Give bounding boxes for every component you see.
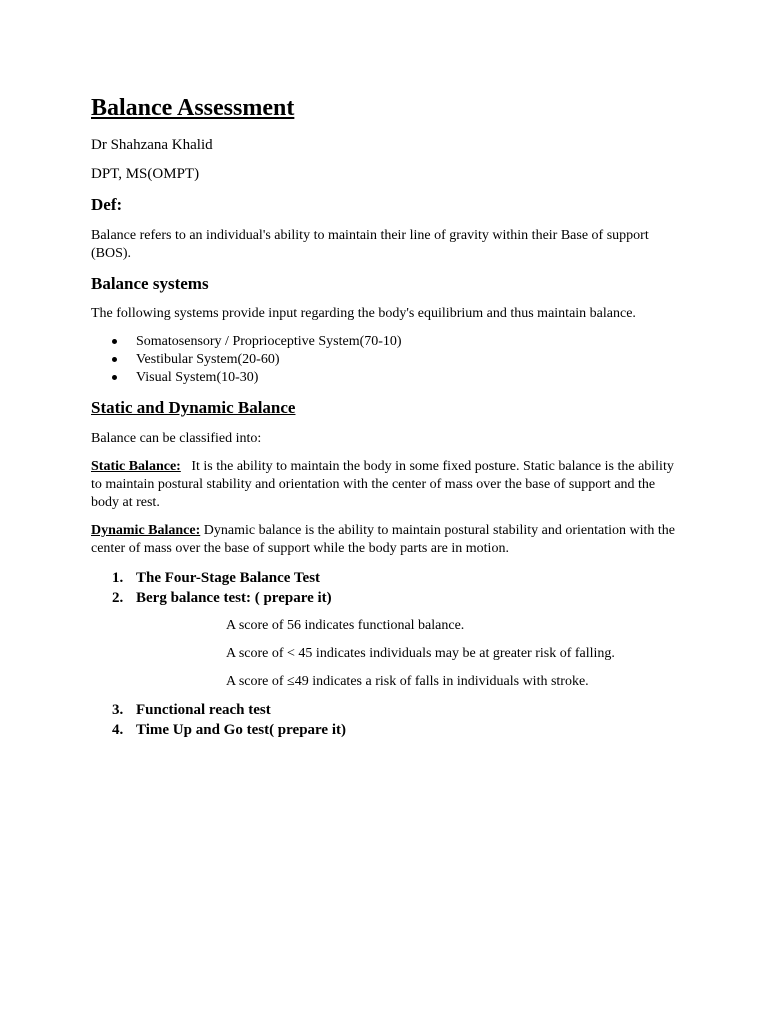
berg-score-note: A score of < 45 indicates individuals may be at greater risk of falling. <box>226 646 615 661</box>
definition-heading: Def: <box>91 195 123 214</box>
list-number: 4. <box>112 722 124 738</box>
list-number: 1. <box>112 570 124 586</box>
static-balance-paragraph <box>91 458 681 512</box>
berg-score-note: A score of 56 indicates functional balance. <box>226 618 465 633</box>
list-item-text: Visual System(10-30) <box>136 370 259 385</box>
list-number: 2. <box>112 590 124 606</box>
test-name: Functional reach test <box>136 702 271 718</box>
bullet-icon <box>112 357 117 362</box>
list-number: 3. <box>112 702 124 718</box>
static-balance-text: It is the ability to maintain the body in some fixed posture. Static balance is the ability to maintain postural stability and orientation with the center of mass over the base of support and the body at rest. <box>91 459 674 510</box>
list-item <box>91 333 402 351</box>
balance-tests-list <box>91 568 332 608</box>
bullet-icon <box>112 375 117 380</box>
balance-systems-heading: Balance systems <box>91 274 209 293</box>
balance-systems-intro: The following systems provide input regarding the body's equilibrium and thus maintain balance. <box>91 306 636 321</box>
classification-intro: Balance can be classified into: <box>91 431 262 446</box>
test-name: Time Up and Go test( prepare it) <box>136 722 346 738</box>
dynamic-balance-label: Dynamic Balance: <box>91 523 201 538</box>
list-item-text: Vestibular System(20-60) <box>136 352 280 367</box>
list-item <box>91 588 332 608</box>
list-item <box>91 720 346 740</box>
list-item <box>91 369 402 387</box>
test-name: The Four-Stage Balance Test <box>136 570 321 586</box>
list-item <box>91 568 332 588</box>
berg-score-note: A score of ≤49 indicates a risk of falls in individuals with stroke. <box>226 674 589 689</box>
document-title: Balance Assessment <box>91 95 295 121</box>
static-dynamic-heading: Static and Dynamic Balance <box>91 398 296 417</box>
list-item <box>91 700 346 720</box>
list-item <box>91 351 402 369</box>
test-name: Berg balance test: ( prepare it) <box>136 590 332 606</box>
list-item-text: Somatosensory / Proprioceptive System(70-10) <box>136 334 402 349</box>
static-balance-label: Static Balance: <box>91 459 181 474</box>
dynamic-balance-text: Dynamic balance is the ability to maintain postural stability and orientation with the center of mass over the base of support while the body parts are in motion. <box>91 523 675 556</box>
author-name: Dr Shahzana Khalid <box>91 137 213 153</box>
bullet-icon <box>112 339 117 344</box>
balance-tests-list-continued <box>91 700 346 740</box>
dynamic-balance-paragraph <box>91 522 681 558</box>
author-credentials: DPT, MS(OMPT) <box>91 166 200 182</box>
definition-text: Balance refers to an individual's ability to maintain their line of gravity within their Base of support (BOS). <box>91 228 649 261</box>
balance-systems-list <box>91 333 402 387</box>
